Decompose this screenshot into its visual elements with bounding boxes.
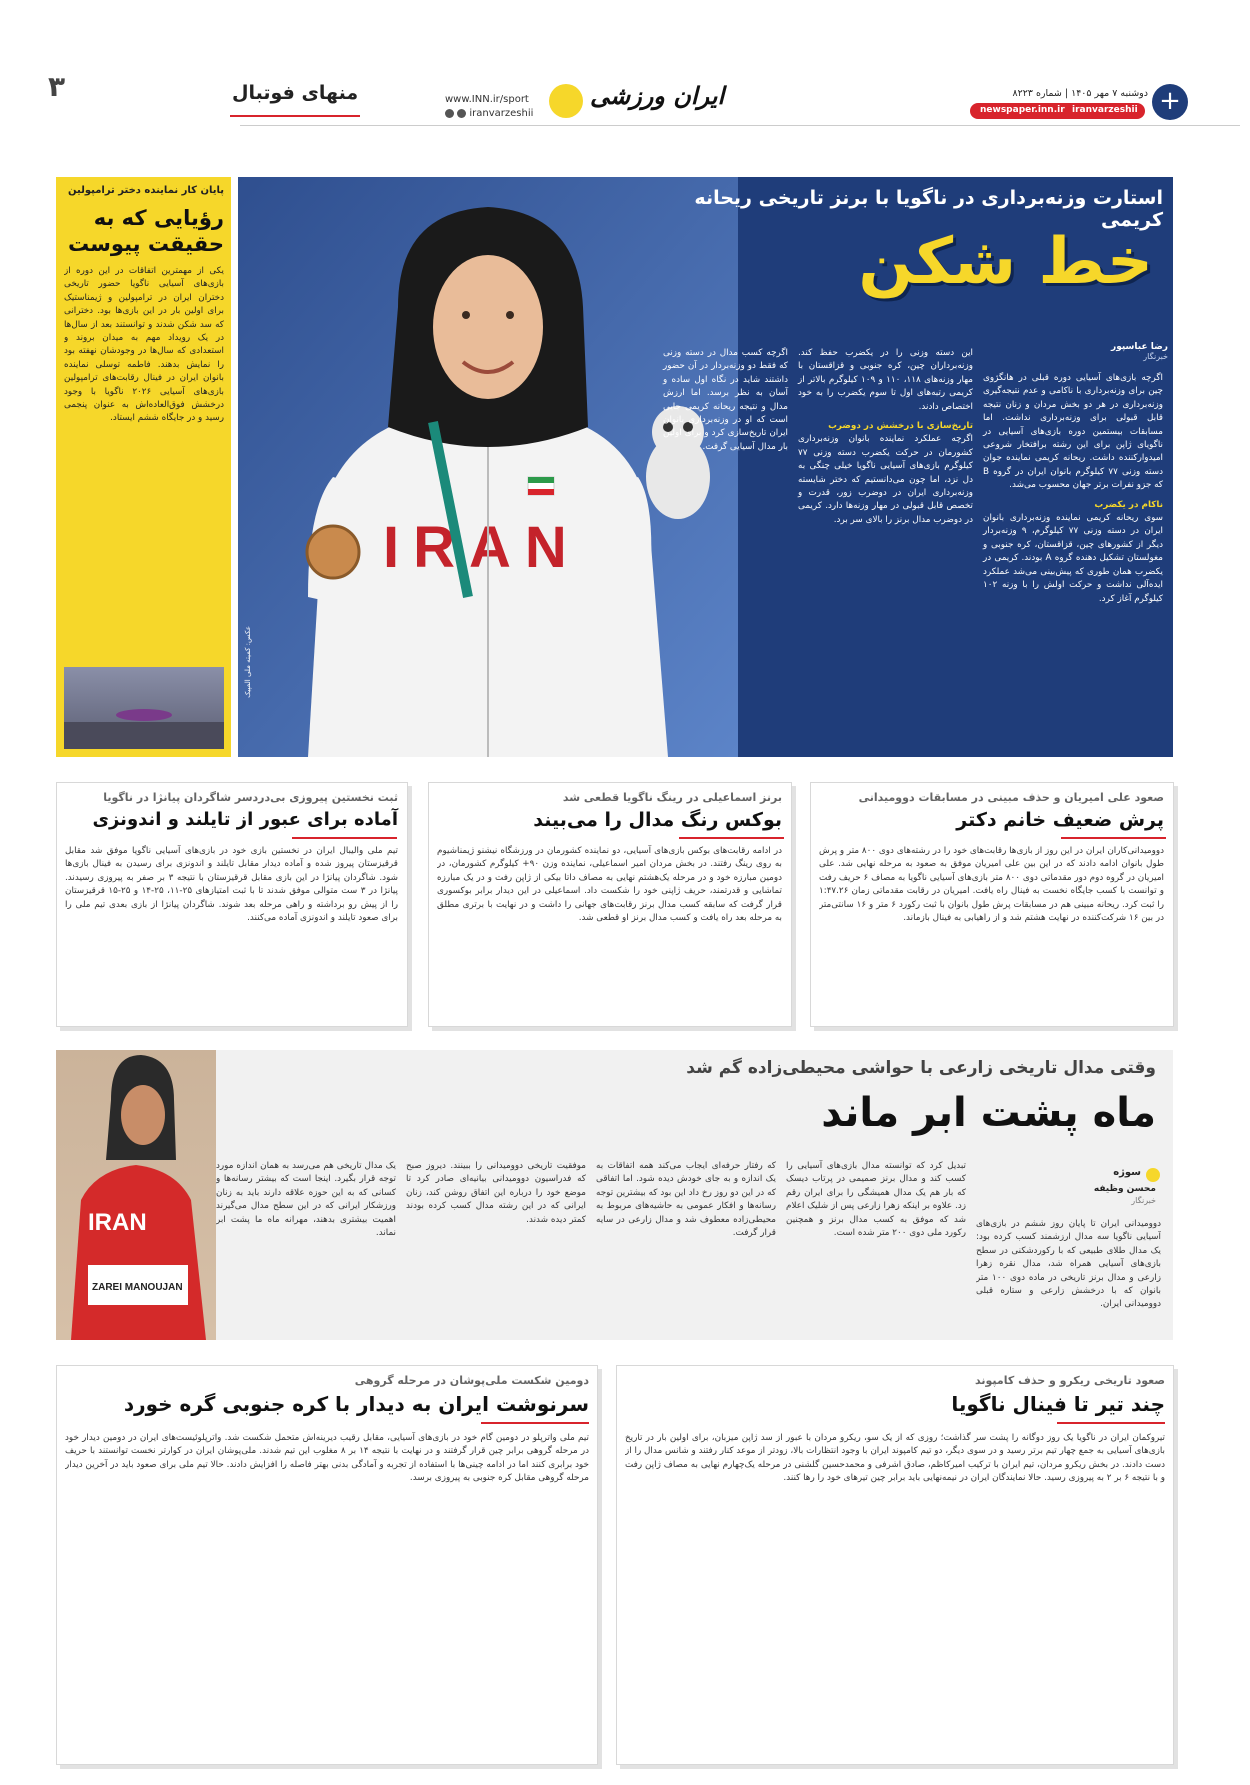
bib-name: ZAREI MANOUJAN xyxy=(92,1282,183,1293)
mid-card-3 xyxy=(56,782,408,1027)
mid-card-2 xyxy=(428,782,792,1027)
feature-col-1: دوومیدانی ایران تا پایان روز ششم در بازی‌های آسیایی ناگویا سه مدال ارزشمند کسب کرده بود: یک مدال طلای طبیعی که با رکوردشکنی در سطح بازی‌های آسیایی همراه شد، مدال نقره زهرا زارعی و مدال برنز تاریخی در ماده دوی ۱۰۰ متر بانوان که با درخشش زارعی و ستاره قبلی دوومیدانی ایران. xyxy=(976,1219,1161,1310)
section-title: منهای فوتبال xyxy=(232,82,359,104)
lead-col-2: این دسته وزنی را در یکضرب حفظ کند. وزنه‌برداران چین، کره جنوبی و قزاقستان با مهار وزنه‌های ۱۱۸، ۱۱۰ و ۱۰۹ کیلوگرم بالاتر از کریمی رتبه‌های اول تا سوم یکضرب را به خود اختصاص دادند. تاریخ‌سازی با درخشش در دوضرب اگرچه عملکرد نماینده بانوان وزنه‌برداری کشورمان در حرکت یکضرب دسته وزنی ۷۷ کیلوگرم بازی‌های آسیایی ناگویا خیلی چنگی به دل نزد، اما چون می‌دانستیم که دختر شایسته وزنه‌برداری ایران در دوضرب زور، قدرت و تخصص قابل قبولی در مهار وزنه‌ها دارد. کریمی در دوضرب مدال برنز را بالای سر برد. xyxy=(798,348,974,525)
bottom-card-1-kicker: صعود تاریخی ریکرو و حذف کامپوند xyxy=(975,1374,1165,1387)
social-handle-2: iranvarzeshii xyxy=(1072,105,1138,115)
masthead xyxy=(0,0,1250,130)
bottom-card-2-rule xyxy=(481,1422,589,1424)
weightlifter-photo xyxy=(238,177,738,757)
mid-card-3-title: آماده برای عبور از تایلند و اندونزی xyxy=(92,809,398,830)
lead-story xyxy=(238,177,1173,757)
mid-card-2-body: در ادامه رقابت‌های بوکس بازی‌های آسیایی، دو نماینده کشورمان در ورزشگاه نیشنو ژیمناشیوم به روی رینگ رفتند. در بخش مردان امیر اسماعیلی، نماینده وزن ۹۰+ کیلوگرم کشورمان، در دومین مبارزه خود و در مرحله یک‌هشتم نهایی به مصاف داتا بیکی از ژاپن رفت و در یک مبارزه تماشایی و قدرتمند، حریف ژاپنی خود را شکست داد. اسماعیلی در این دیدار برابر بوکسوری قرار گرفت که سابقه کسب مدال برنز رقابت‌های جهانی را داشت و در نهایت با برتری مطلق به مرحله بعد راه یافت و کسب مدال برنز او قطعی شد. xyxy=(437,846,782,924)
bottom-card-2-body: تیم ملی واترپلو در دومین گام خود در بازی‌های آسیایی، مقابل رقیب دیرینه‌اش متحمل شکست شد. واترپلوئیست‌های ایران در دومین دیدار خود در مرحله گروهی برابر چین قرار گرفتند و در نهایت با نتیجه ۱۴ بر ۸ مغلوب این تیم شدند. ملی‌پوشان ایران در کوارتر نخست توانستند با حریف خود برابری کنند اما در ادامه چینی‌ها با استفاده از تجربه و آمادگی بدنی بهتر فاصله را افزایش دادند. حالا تیم ملی برای صعود باید در آخرین دیدار مرحله گروهی مقابل کره جنوبی به پیروزی برسد. xyxy=(65,1433,589,1484)
mid-card-2-kicker: برنز اسماعیلی در رینگ ناگویا قطعی شد xyxy=(562,791,782,804)
trampoline-photo xyxy=(64,667,224,749)
lead-col-3: اگرچه کسب مدال در دسته وزنی که فقط دو وزنه‌بردار در آن حضور داشتند شاید در نگاه اول ساده و آسان به نظر برسد. اما ارزش مدال و نتیجه ریحانه کریمی جایی است که او در وزنه‌برداری بانوان ایران تاریخ‌سازی کرد و برای اولین بار مدال آسیایی گرفت. xyxy=(663,348,788,452)
bottom-card-2-title: سرنوشت ایران به دیدار با کره جنوبی گره خورد xyxy=(123,1392,589,1416)
masthead-divider xyxy=(240,125,1240,126)
mid-card-1-rule xyxy=(1061,837,1166,839)
section-underline xyxy=(230,115,360,117)
mid-card-2-rule xyxy=(679,837,784,839)
mid-card-1 xyxy=(810,782,1174,1027)
byline-name: رضا عباسپور xyxy=(1111,342,1168,352)
bottom-card-2-kicker: دومین شکست ملی‌پوشان در مرحله گروهی xyxy=(354,1374,589,1387)
feature-col-5: یک مدال تاریخی هم می‌رسد به همان اندازه مورد توجه قرار بگیرد. اینجا است که بیشتر رسانه‌ها و کسانی که به این حوزه علاقه دارند باید به زنان ورزشکار ایرانی که در این سطح مدال می‌گیرند اهمیت بیشتری بدهند، مهرانه ماه ما پشت ابر نماند. xyxy=(216,1161,396,1239)
social-handle: iranvarzeshii xyxy=(445,108,533,119)
sidebar-body: یکی از مهمترین اتفاقات در این دوره از بازی‌های آسیایی ناگویا حضور تاریخی دختران ایران در ترامپولین و ژیمناستیک برای اولین بار در این بازی‌ها بود. دخترانی که سد شکن شدند و توانستند بعد از سال‌ها در یک رویداد مهم به میدان بروند و استعدادی که سال‌ها در وجودشان نهفته بود را نمایش بدهند. فاطمه توسلی نماینده بانوان ایران در فینال رقابت‌های ترامپولین بازی‌های آسیایی ۲۰۲۶ ناگویا با وجود درخشش فوق‌العاده‌اش به عنوان پنجمی رسید و در جایگاه ششم ایستاد. xyxy=(64,266,224,424)
subhead-2: تاریخ‌سازی با درخشش در دوضرب xyxy=(828,421,973,432)
page-number: ۳ xyxy=(48,70,66,103)
issue-date: دوشنبه ۷ مهر ۱۴۰۵ | شماره ۸۲۲۳ xyxy=(1012,88,1148,99)
svg-text:IRAN: IRAN xyxy=(383,515,581,580)
feature-photo xyxy=(56,1050,216,1340)
photo-caption: عکس: کمیته ملی المپیک xyxy=(244,626,252,698)
sidebar-photo xyxy=(64,667,224,749)
feature-kicker: وقتی مدال تاریخی زارعی با حواشی محیطی‌زاده گم شد xyxy=(686,1058,1156,1078)
mid-card-3-body: تیم ملی والیبال ایران در نخستین بازی خود در بازی‌های آسیایی ناگویا موفق شد مقابل قرقیزستان پیروز شده و آماده دیدار مقابل تایلند و اندونزی برای رسیدن به فینال بازی‌ها شود. شاگردان پیانژا در این بازی مقابل قرقیزستان با نتیجه ۳ بر صفر به پیروزی رسیدند. پیانژا در ۳ ست متوالی موفق شدند تا با ثبت امتیازهای ۲۵-۱۱، ۲۵-۱۴ و ۲۵-۱۵ قرقیزستان را از پیش رو برداشته و راهی مرحله بعد شوند. شاگردان پیانژا از بازی بعدی تیم ملی را برای صعود تایلند و اندونزی آماده می‌کنند. xyxy=(65,846,398,924)
site-url[interactable]: www.INN.ir/sport xyxy=(445,94,529,105)
feature-col-2: تبدیل کرد که توانسته مدال بازی‌های آسیایی را کسب کند و مدال برنز صمیمی در پرتاب دیسک که بار هم یک مدال همیشگی را برای ایران رقم زد. علاوه بر اینکه زهرا زارعی پس از شلیک اعلام شد که موفق به کسب مدال برنز و همچنین رکورد ملی دوی ۲۰۰ متر شده است. xyxy=(786,1161,966,1239)
sidebar-kicker: پایان کار نماینده دختر ترامپولین xyxy=(68,185,224,196)
logo[interactable]: ایران ورزشی xyxy=(590,82,725,110)
mid-card-1-title: پرش ضعیف خانم دکتر xyxy=(956,809,1164,831)
lead-headline: خط شکن xyxy=(858,225,1153,299)
lead-photo xyxy=(238,177,738,757)
lead-col-1: اگرچه بازی‌های آسیایی دوره قبلی در هانگژوی چین برای وزنه‌برداری با ناکامی و عدم نتیجه‌گیری وزنه‌برداری در هر دو بخش مردان و زنان نتیجه قابل قبولی برای وزنه‌برداری نداشت. اما مسابقات بیستمین دوره بازی‌های آسیایی در ناگویای ژاپن برای این رشته برافتخار شروعی امیدوارکننده داشت. ریحانه کریمی نماینده جوان دسته وزنی ۷۷ کیلوگرم بانوان ایران در گروه B که جزو نفرات برتر جهان محسوب می‌شد. ناکام در یکضرب سوی ریحانه کریمی نماینده وزنه‌برداری بانوان ایران در دسته وزنی ۷۷ کیلوگرم، ۹ وزنه‌بردار دیگر از کشورهای چین، قزاقستان، کره جنوبی و مغولستان تشکیل دهنده گروه A بودند. کریمی در یکضرب همان طوری که پیش‌بینی می‌شد عملکرد ایده‌آلی نداشت و حرکت اولش را با وزنه ۱۰۲ کیلوگرم آغاز کرد. xyxy=(983,373,1164,604)
lead-kicker: استارت وزنه‌برداری در ناگویا با برنز تاریخی ریحانه کریمی xyxy=(694,187,1163,231)
bottom-card-1-rule xyxy=(1057,1422,1165,1424)
byline-role: خبرنگار xyxy=(1143,352,1168,361)
bottom-card-1-body: تیروکمان ایران در ناگویا یک روز دوگانه را پشت سر گذاشت؛ روزی که از یک سو، ریکرو مردان با عبور از سد ژاپن میزبان، برای اولین بار در تاریخ بازی‌های آسیایی به جمع چهار تیم برتر رسید و در سوی دیگر، دو تیم کامپوند ایران با وجود انتظارات بالا، زودتر از موعد کنار رفتند و شانس مدال را از دست دادند. در بخش ریکرو مردان، تیم ایران با ترکیب امیرکاظم، صادق اشرفی و محمدحسین گلشنی در مرحله یک‌چهارم نهایی به مصاف ژاپن رفت و با نتیجه ۶ بر ۲ به پیروزی رسید. حالا نمایندگان ایران در نیمه‌نهایی باید برابر چین تیرهای خود را رها کنند. xyxy=(625,1433,1165,1484)
jersey-text: IRAN xyxy=(88,1209,147,1236)
social-icons-2 xyxy=(457,109,466,118)
bottom-card-2 xyxy=(56,1365,598,1765)
author-dot xyxy=(1146,1168,1160,1182)
author-label: سوژه xyxy=(1113,1167,1141,1178)
sidebar-headline: رؤیایی که به حقیقت پیوست xyxy=(68,206,224,256)
subhead-1: ناکام در یکضرب xyxy=(1094,499,1163,510)
social-icons xyxy=(445,109,454,118)
byline-box xyxy=(1073,342,1168,361)
mid-card-1-kicker: صعود علی امیریان و حذف مبینی در مسابقات دوومیدانی xyxy=(858,791,1164,804)
bottom-card-1 xyxy=(616,1365,1174,1765)
feature-story xyxy=(56,1050,1173,1340)
runner-photo xyxy=(56,1050,216,1340)
sidebar-story xyxy=(56,177,231,757)
feature-headline: ماه پشت ابر ماند xyxy=(821,1090,1156,1136)
plus-icon[interactable]: + xyxy=(1152,84,1188,120)
bottom-card-1-title: چند تیر تا فینال ناگویا xyxy=(951,1392,1165,1416)
mid-card-3-kicker: ثبت نخستین پیروزی بی‌دردسر شاگردان پیانژا در ناگویا xyxy=(103,791,398,804)
feature-col-3: که رفتار حرفه‌ای ایجاب می‌کند همه اتفاقات به یک اندازه و به جای خودش دیده شود. اما اتفاقی که در این دو روز رخ داد این بود که بیشترین توجه رسانه‌ها و افکار عمومی به حاشیه‌های مربوط به محیطی‌زاده معطوف شد و مدال زارعی در سایه قرار گرفت. xyxy=(596,1161,776,1239)
mid-card-1-body: دوومیدانی‌کاران ایران در این روز از بازی‌ها رقابت‌های خود را در رشته‌های دوی ۸۰۰ متر و پرش طول بانوان ادامه دادند که در این بین علی امیریان موفق به صعود به مرحله نهایی شد. علی امیریان در گروه دوم دور مقدماتی دوی ۸۰۰ متر بازی‌های آسیایی ناگویا به مصاف ۶ حریف رفت و توانست با کسب جایگاه نخست به فینال راه یافت. امیریان در رقابت مقدماتی زمان ۱:۴۷.۲۶ را ثبت کرد. ریحانه مبینی هم در مسابقات پرش طول بانوان با ثبت رکورد ۶ متر و ۱۶ سانتی‌متر در بین ۱۶ شرکت‌کننده در نهایت هشتم شد و از راهیابی به فینال بازماند. xyxy=(819,846,1164,924)
logo-circle xyxy=(549,84,583,118)
author-role: خبرنگار xyxy=(1131,1196,1156,1205)
mid-card-3-rule xyxy=(292,837,397,839)
mid-card-2-title: بوکس رنگ مدال را می‌بیند xyxy=(533,809,782,831)
author-name: محسن وظیفه xyxy=(1093,1184,1156,1194)
feature-col-4: موفقیت تاریخی دوومیدانی را ببینند. دیروز صبح که فدراسیون دوومیدانی بیانیه‌ای صادر کرد تا موضع خود را درباره این اتفاق روشن کند، زنان ایرانی که در این رشته مدال کسب کرده بودند کمتر دیده شدند. xyxy=(406,1161,586,1225)
newspaper-url[interactable]: newspaper.inn.ir xyxy=(980,105,1065,115)
